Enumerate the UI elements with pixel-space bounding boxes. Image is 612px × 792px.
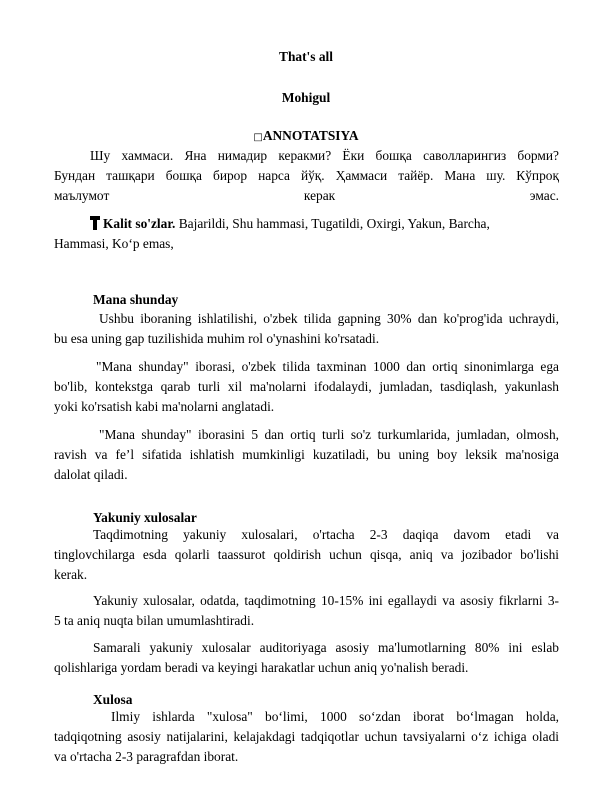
paragraph-line: kerak.: [54, 567, 88, 582]
section2-paragraph2: [54, 591, 559, 631]
annotation-line: Шу хаммаси. Яна нимадир керакми? Ёки бошқа саволларингиз борми?: [90, 148, 559, 163]
paragraph-line: qolishlariga yordam beradi va keyingi harakatlar uchun aniq yo'nalish beradi.: [54, 660, 469, 675]
paragraph-line: "Mana shunday" iborasini 5 dan ortiq turli so'z turkumlarida, jumladan, olmosh,: [99, 427, 559, 442]
section3-paragraph1: [54, 707, 559, 767]
annotation-heading: [0, 126, 612, 148]
document-author: Mohigul: [281, 90, 331, 105]
paragraph-line: va o'rtacha 2-3 paragrafdan iborat.: [54, 749, 239, 764]
keywords-paragraph: [54, 214, 559, 254]
paragraph-line: "Mana shunday" iborasi, o'zbek tilida taxminan 1000 dan ortiq sinonimlarga ega: [96, 359, 559, 374]
section2-paragraph1: [54, 525, 559, 585]
section1-paragraph1: [54, 309, 559, 349]
paragraph-line: Samarali yakuniy xulosalar auditoriyaga asosiy ma'lumotlarning 80% ini eslab: [93, 640, 559, 655]
section1-paragraph3: [54, 425, 559, 485]
annotation-heading-text: ANNOTATSIYA: [262, 128, 359, 143]
paragraph-line: bo'lib, kontekstga qarab turli xil ma'nolarni ifodalaydi, jumladan, tasdiqlash, yakunlash: [54, 379, 559, 394]
keywords-text: Bajarildi, Shu hammasi, Tugatildi, Oxirgi, Yakun, Barcha,: [175, 216, 490, 231]
paragraph-line: tadqiqotning asosiy natijalarini, kelajakdagi tadqiqotlar uchun tavsiyalarni o‘z ichiga oladi: [54, 729, 559, 744]
section-heading-mana-shunday: Mana shunday: [93, 292, 179, 307]
section-heading-xulosa: Xulosa: [93, 692, 133, 707]
document-title: That's all: [279, 49, 333, 64]
keywords-text-line2: Hammasi, Ko‘p emas,: [54, 236, 174, 251]
key-icon: [90, 216, 100, 230]
annotation-paragraph: [54, 146, 559, 206]
keywords-label: Kalit so'zlar.: [103, 216, 176, 231]
missing-glyph-icon: □: [253, 132, 263, 143]
paragraph-line: yoki ko'rsatish kabi ma'nolarni anglatadi.: [54, 399, 275, 414]
paragraph-line: 5 ta aniq nuqta bilan umumlashtiradi.: [54, 613, 255, 628]
paragraph-line: Ilmiy ishlarda "xulosa" bo‘limi, 1000 so‘zdan iborat bo‘lmagan holda,: [111, 709, 559, 724]
paragraph-line: bu esa uning gap tuzilishida muhim rol o'ynashini ko'rsatadi.: [54, 331, 380, 346]
annotation-line: Бундан ташқари бошқа бирор нарса йўқ. Ҳаммаси тайёр. Мана шу. Кўпроқ: [54, 168, 559, 183]
paragraph-line: Yakuniy xulosalar, odatda, taqdimotning 10-15% ini egallaydi va asosiy fikrlarni 3-: [93, 593, 559, 608]
paragraph-line: tinglovchilarga esda qolarli taassurot qoldirish uchun qisqa, aniq va jozibador bo'lishi: [54, 547, 559, 562]
paragraph-line: dalolat qiladi.: [54, 467, 128, 482]
section-heading-yakuniy-xulosalar: Yakuniy xulosalar: [93, 510, 197, 525]
section2-paragraph3: [54, 638, 559, 678]
paragraph-line: Ushbu iboraning ishlatilishi, o'zbek tilida gapning 30% dan ko'prog'ida uchraydi,: [99, 311, 559, 326]
section1-paragraph2: [54, 357, 559, 417]
annotation-line: маълумот керак эмас.: [54, 188, 559, 203]
paragraph-line: Taqdimotning yakuniy xulosalari, o'rtacha 2-3 daqiqa davom etadi va: [93, 527, 559, 542]
paragraph-line: ravish va fe’l sifatida ishlatish mumkinligi kuzatiladi, bu uning boy leksik ma'nosiga: [54, 447, 559, 462]
